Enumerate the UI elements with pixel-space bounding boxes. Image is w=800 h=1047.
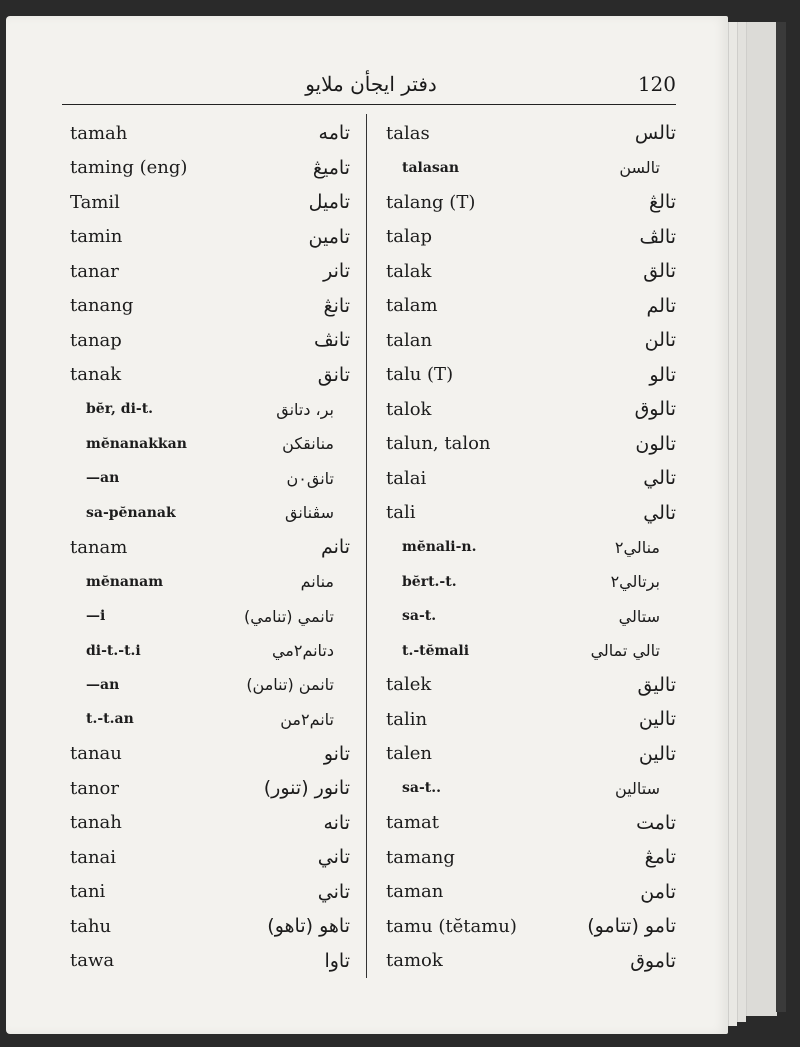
entry-jawi: تامن bbox=[640, 880, 676, 903]
entry-jawi: تانمن (تنامن) bbox=[246, 675, 334, 695]
entry-rumi: talas bbox=[386, 122, 430, 144]
entry-rumi: tanap bbox=[70, 329, 122, 351]
entry-jawi: تالو bbox=[649, 363, 676, 386]
entry-rumi: t.-t.an bbox=[86, 711, 134, 728]
entry-rumi: tanah bbox=[70, 812, 122, 834]
entry-jawi: ستالين bbox=[615, 778, 660, 798]
dictionary-entry bbox=[70, 530, 350, 564]
running-header-title: دفتر ايجأن ملايو bbox=[305, 72, 437, 96]
entry-rumi: —an bbox=[86, 676, 120, 693]
entry-jawi: تانه bbox=[323, 811, 350, 834]
entry-jawi: تامت bbox=[636, 811, 676, 834]
entry-jawi: تانق bbox=[317, 363, 350, 386]
dictionary-entry bbox=[70, 116, 350, 150]
dictionary-entry bbox=[70, 357, 350, 391]
entry-rumi: talap bbox=[386, 226, 432, 248]
left-column bbox=[70, 116, 350, 978]
entry-rumi: talek bbox=[386, 674, 432, 696]
page-stack-edge bbox=[746, 22, 777, 1016]
entry-jawi: تانم bbox=[320, 536, 350, 559]
entry-rumi: tamat bbox=[386, 812, 439, 834]
dictionary-entry bbox=[386, 185, 676, 219]
dictionary-entry bbox=[386, 323, 676, 357]
entry-rumi: mĕnali-n. bbox=[402, 539, 477, 556]
entry-rumi: tamin bbox=[70, 226, 123, 248]
entry-jawi: تالي bbox=[643, 501, 676, 524]
entry-jawi: تالي تمالي bbox=[590, 641, 660, 660]
entry-jawi: تالوق bbox=[634, 398, 676, 421]
entry-jawi: تالڠ bbox=[649, 191, 676, 214]
entry-jawi: تانم٢من bbox=[280, 709, 334, 729]
entry-jawi: تامين bbox=[308, 225, 350, 248]
page-number: 120 bbox=[637, 72, 676, 96]
entry-jawi: تالسن bbox=[619, 158, 660, 178]
entry-rumi: tanang bbox=[70, 295, 134, 317]
dictionary-entry bbox=[386, 254, 676, 288]
entry-rumi: talak bbox=[386, 260, 432, 282]
dictionary-entry bbox=[386, 668, 676, 702]
entry-jawi: تانمي (تنامي) bbox=[244, 606, 334, 626]
dictionary-entry bbox=[70, 633, 350, 667]
entry-jawi: تانور (تنور) bbox=[263, 777, 350, 800]
entry-rumi: talin bbox=[386, 708, 428, 730]
entry-rumi: tanar bbox=[70, 260, 119, 282]
dictionary-entry bbox=[70, 944, 350, 978]
dictionary-entry bbox=[386, 771, 676, 805]
header-rule bbox=[62, 104, 676, 105]
entry-jawi: تالون bbox=[635, 432, 676, 455]
dictionary-entry bbox=[70, 875, 350, 909]
entry-jawi: تامه bbox=[318, 122, 350, 145]
entry-rumi: tamah bbox=[70, 122, 128, 144]
entry-rumi: tanor bbox=[70, 777, 119, 799]
entry-rumi: talok bbox=[386, 398, 432, 420]
entry-rumi: talang (T) bbox=[386, 191, 476, 213]
dictionary-page bbox=[6, 16, 728, 1034]
dictionary-entry bbox=[70, 909, 350, 943]
entry-jawi: تالڤ bbox=[639, 225, 676, 248]
entry-jawi: تاموق bbox=[630, 949, 676, 972]
entry-rumi: talun, talon bbox=[386, 433, 491, 455]
entry-rumi: bĕr, di-t. bbox=[86, 401, 154, 418]
dictionary-entry bbox=[70, 461, 350, 495]
dictionary-entry bbox=[70, 219, 350, 253]
dictionary-entry bbox=[386, 633, 676, 667]
entry-jawi: تاني bbox=[317, 846, 350, 869]
entry-rumi: tali bbox=[386, 502, 416, 524]
dictionary-entry bbox=[386, 357, 676, 391]
entry-jawi: تانڤ bbox=[313, 329, 350, 352]
entry-rumi: tani bbox=[70, 881, 106, 903]
dictionary-entry bbox=[70, 288, 350, 322]
entry-rumi: tanau bbox=[70, 743, 122, 765]
entry-rumi: tanak bbox=[70, 364, 122, 386]
page-stack-edge bbox=[728, 22, 737, 1026]
entry-rumi: di-t.-t.i bbox=[86, 642, 141, 659]
entry-jawi: تالم bbox=[646, 294, 676, 317]
entry-jawi: منانم bbox=[300, 572, 334, 592]
entry-rumi: taming (eng) bbox=[70, 157, 188, 179]
entry-jawi: برتالي٢ bbox=[610, 572, 660, 592]
dictionary-entry bbox=[70, 840, 350, 874]
dictionary-entry bbox=[70, 668, 350, 702]
dictionary-entry bbox=[70, 599, 350, 633]
entry-rumi: tahu bbox=[70, 915, 112, 937]
dictionary-entry bbox=[386, 599, 676, 633]
entry-jawi: تاليق bbox=[637, 673, 676, 696]
dictionary-entry bbox=[70, 564, 350, 598]
entry-rumi: tanai bbox=[70, 846, 117, 868]
book-cover-edge bbox=[776, 22, 786, 1012]
dictionary-entry bbox=[70, 254, 350, 288]
entry-jawi: تاميل bbox=[308, 191, 350, 214]
entry-rumi: mĕnanakkan bbox=[86, 435, 187, 452]
page-stack-edge bbox=[737, 22, 746, 1022]
entry-jawi: تامڠ bbox=[644, 846, 676, 869]
entry-rumi: tamu (tĕtamu) bbox=[386, 915, 517, 937]
dictionary-entry bbox=[386, 944, 676, 978]
dictionary-entry bbox=[70, 323, 350, 357]
entry-jawi: منانقكن bbox=[282, 434, 334, 454]
dictionary-entry bbox=[386, 806, 676, 840]
entry-jawi: تاميڠ bbox=[312, 156, 350, 179]
dictionary-entry bbox=[386, 909, 676, 943]
dictionary-entry bbox=[386, 702, 676, 736]
dictionary-entry bbox=[386, 840, 676, 874]
entry-jawi: تالين bbox=[638, 708, 676, 731]
entry-rumi: tamang bbox=[386, 846, 455, 868]
dictionary-entry bbox=[70, 806, 350, 840]
entry-jawi: تانڠ bbox=[323, 294, 350, 317]
entry-jawi: تاني bbox=[317, 880, 350, 903]
entry-rumi: bĕrt.-t. bbox=[402, 573, 457, 590]
entry-rumi: taman bbox=[386, 881, 444, 903]
dictionary-entry bbox=[386, 392, 676, 426]
entry-rumi: tawa bbox=[70, 950, 115, 972]
entry-jawi: بر، دتانق bbox=[276, 399, 334, 419]
entry-jawi: تانق٠ن bbox=[286, 468, 334, 488]
entry-jawi: دتانم٢مي bbox=[271, 641, 334, 660]
dictionary-entry bbox=[386, 219, 676, 253]
entry-rumi: sa-pĕnanak bbox=[86, 504, 176, 521]
entry-jawi: سڤنانق bbox=[285, 503, 334, 523]
entry-rumi: mĕnanam bbox=[86, 573, 164, 590]
dictionary-entry bbox=[386, 737, 676, 771]
entry-rumi: sa-t. bbox=[402, 608, 437, 625]
entry-jawi: ستالي bbox=[618, 606, 660, 626]
entry-rumi: talen bbox=[386, 743, 432, 765]
entry-rumi: tanam bbox=[70, 536, 128, 558]
dictionary-entry bbox=[70, 185, 350, 219]
entry-jawi: تالن bbox=[644, 329, 676, 352]
dictionary-entry bbox=[386, 495, 676, 529]
entry-rumi: —an bbox=[86, 470, 120, 487]
entry-jawi: تالين bbox=[638, 742, 676, 765]
dictionary-entry bbox=[70, 426, 350, 460]
dictionary-entry bbox=[70, 771, 350, 805]
entry-rumi: tamok bbox=[386, 950, 443, 972]
dictionary-entry bbox=[386, 288, 676, 322]
dictionary-entry bbox=[386, 530, 676, 564]
entry-jawi: تاوا bbox=[324, 949, 350, 972]
dictionary-entry bbox=[386, 564, 676, 598]
entry-rumi: —i bbox=[86, 608, 106, 625]
dictionary-entry bbox=[70, 702, 350, 736]
dictionary-entry bbox=[386, 461, 676, 495]
entry-jawi: تالي bbox=[643, 467, 676, 490]
entry-jawi: تاهو (تاهو) bbox=[267, 915, 350, 938]
right-column bbox=[386, 116, 676, 978]
entry-rumi: talam bbox=[386, 295, 438, 317]
entry-rumi: talai bbox=[386, 467, 427, 489]
entry-rumi: Tamil bbox=[70, 191, 120, 213]
dictionary-entry bbox=[386, 150, 676, 184]
entry-rumi: t.-tĕmali bbox=[402, 642, 470, 659]
entry-jawi: منالي٢ bbox=[614, 537, 660, 557]
dictionary-entry bbox=[70, 392, 350, 426]
dictionary-entry bbox=[70, 150, 350, 184]
entry-jawi: تامو (تتامو) bbox=[587, 915, 676, 938]
entry-jawi: تانو bbox=[323, 742, 350, 765]
entry-rumi: talu (T) bbox=[386, 364, 454, 386]
dictionary-entry bbox=[386, 426, 676, 460]
dictionary-entry bbox=[70, 495, 350, 529]
entry-jawi: تانر bbox=[323, 260, 350, 283]
entry-rumi: sa-t.. bbox=[402, 780, 441, 797]
entry-jawi: تالس bbox=[634, 122, 676, 145]
dictionary-entry bbox=[386, 116, 676, 150]
dictionary-entry bbox=[70, 737, 350, 771]
column-divider bbox=[366, 114, 367, 978]
entry-rumi: talan bbox=[386, 329, 433, 351]
dictionary-entry bbox=[386, 875, 676, 909]
entry-rumi: talasan bbox=[402, 159, 460, 176]
entry-jawi: تالق bbox=[643, 260, 676, 283]
